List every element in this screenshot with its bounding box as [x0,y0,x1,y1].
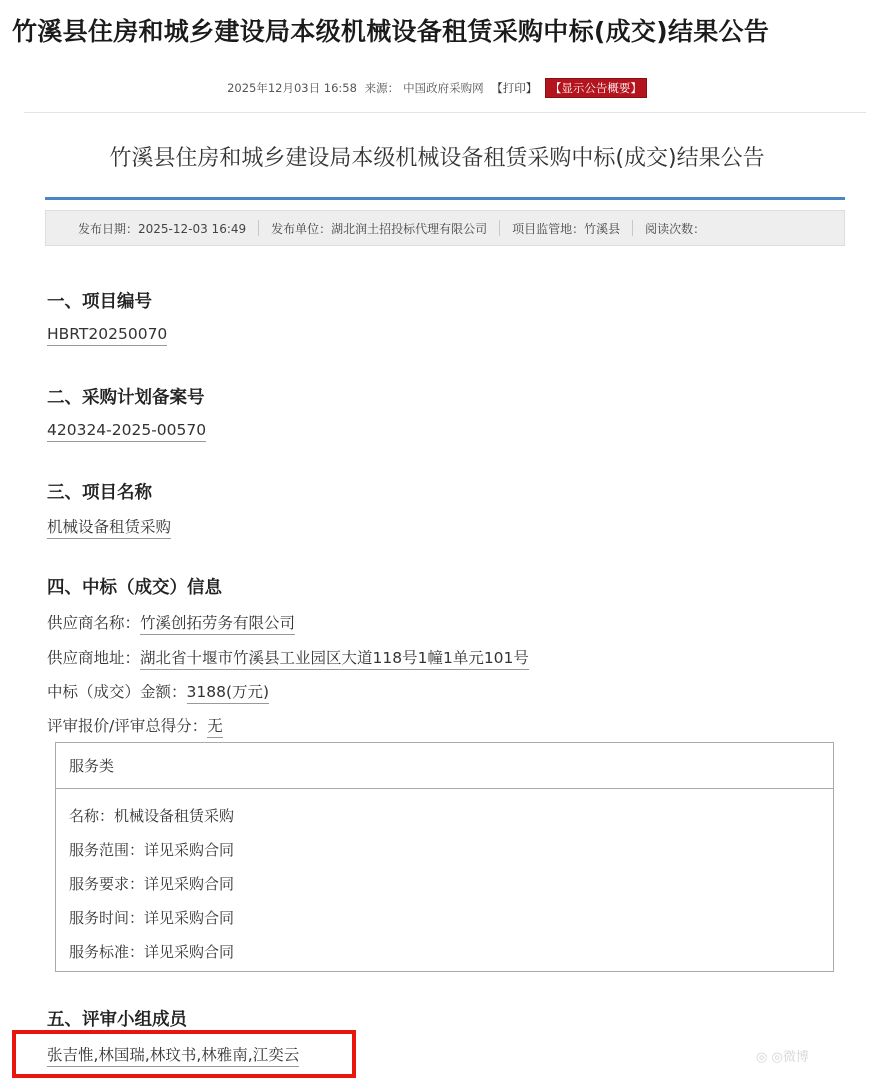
service-row: 服务范围：详见采购合同 [69,841,235,859]
read-count: 阅读次数： [645,221,706,236]
publish-datetime: 2025年12月03日 16:58 [227,81,357,95]
award-amount-row [47,680,269,702]
service-row: 服务时间：详见采购合同 [69,909,235,927]
supplier-name-label: 供应商名称： [47,614,141,632]
project-name: 机械设备租赁采购 [47,518,171,539]
section-filing-number: 二、采购计划备案号 [47,388,205,408]
info-bar [45,210,845,246]
supplier-name-row [47,611,295,633]
supplier-address-row [47,646,529,668]
page-title: 竹溪县住房和城乡建设局本级机械设备租赁采购中标(成交)结果公告 [12,17,770,46]
filing-number: 420324-2025-00570 [47,421,206,442]
filing-number-value [47,421,206,439]
project-number: HBRT20250070 [47,325,167,346]
title-divider [45,197,845,200]
award-amount: 3188(万元) [187,683,270,704]
publish-date: 发布日期：2025-12-03 16:49 [78,221,247,236]
document-title: 竹溪县住房和城乡建设局本级机械设备租赁采购中标(成交)结果公告 [109,146,765,171]
print-link[interactable]: 【打印】 [491,81,538,95]
service-table-body [56,789,833,969]
divider [24,112,866,113]
publisher: 发布单位：湖北润土招投标代理有限公司 [271,221,488,236]
weibo-watermark: ◎ ◎微博 [756,1050,809,1065]
supplier-address-label: 供应商地址： [47,649,141,667]
supplier-name: 竹溪创拓劳务有限公司 [140,614,295,635]
service-row: 名称：机械设备租赁采购 [69,807,235,825]
source-name: 中国政府采购网 [403,81,484,95]
service-row: 服务标准：详见采购合同 [69,943,235,961]
review-members-list: 张吉惟,林国瑞,林玟书,林雅南,江奕云 [47,1046,299,1067]
service-table [55,742,834,972]
supervision-location: 项目监管地：竹溪县 [512,221,621,236]
service-row: 服务要求：详见采购合同 [69,875,235,893]
section-review-panel: 五、评审小组成员 [47,1010,187,1030]
award-amount-label: 中标（成交）金额： [47,683,187,701]
meta-line [0,78,874,98]
project-number-value [47,325,167,343]
project-name-value [47,515,171,537]
section-project-number: 一、项目编号 [47,292,152,312]
review-score-label: 评审报价/评审总得分： [47,717,208,735]
review-score-row [47,714,223,736]
section-award-info: 四、中标（成交）信息 [47,578,222,598]
source-label: 来源： [364,81,400,95]
service-table-header: 服务类 [56,743,833,789]
review-members [47,1043,299,1065]
supplier-address: 湖北省十堰市竹溪县工业园区大道118号1幢1单元101号 [140,649,529,670]
section-project-name: 三、项目名称 [47,483,152,503]
show-summary-button[interactable]: 【显示公告概要】 [545,78,647,98]
review-score: 无 [207,717,223,738]
